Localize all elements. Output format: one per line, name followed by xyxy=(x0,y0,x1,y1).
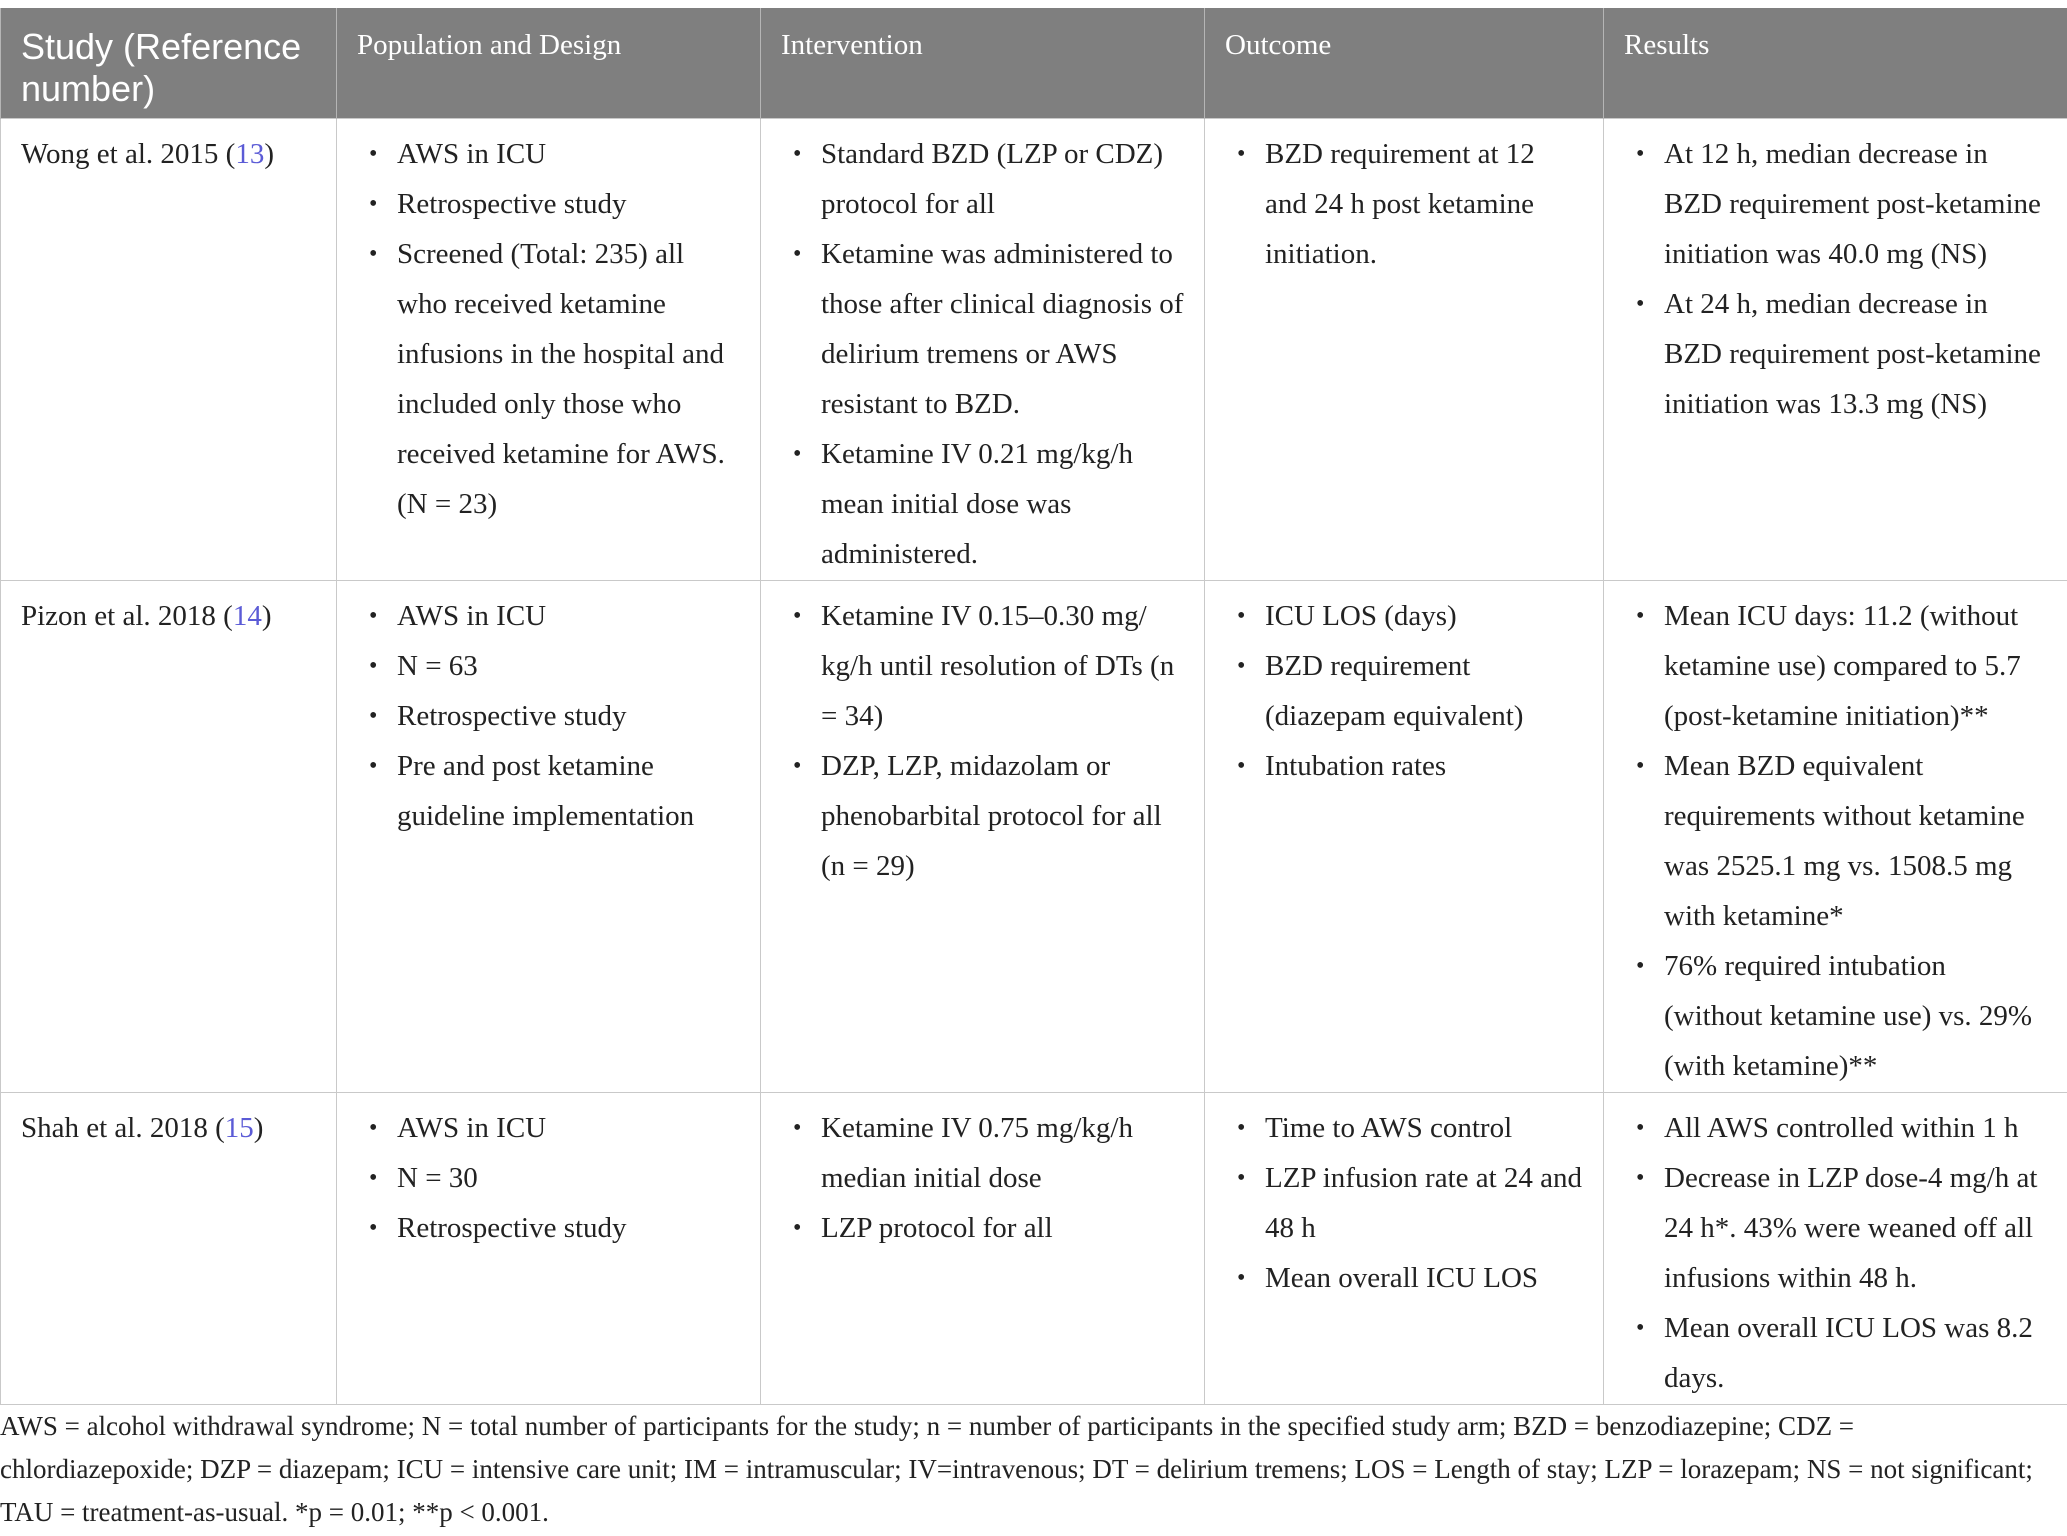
list-item: • N = 63 xyxy=(397,641,740,691)
results-list xyxy=(1624,129,2047,429)
outcome-cell xyxy=(1205,118,1604,580)
list-item: • Screened (Total: 235) all who received ketamine infusions in the hospital and included only those who received ketamine for AWS. (N = 23) xyxy=(397,229,740,529)
list-item: • Ketamine IV 0.75 mg/kg/h median initial dose xyxy=(821,1103,1184,1203)
intervention-cell xyxy=(761,580,1205,1092)
list-item: • All AWS controlled within 1 h xyxy=(1664,1103,2047,1153)
list-item: • AWS in ICU xyxy=(397,591,740,641)
population-cell xyxy=(337,580,761,1092)
reference-link[interactable]: 14 xyxy=(232,599,262,632)
table-row xyxy=(1,1092,2067,1404)
list-item: • Standard BZD (LZP or CDZ) protocol for all xyxy=(821,129,1184,229)
study-name: Pizon et al. 2018 ( xyxy=(21,599,233,632)
list-item: • Retrospective study xyxy=(397,691,740,741)
study-name-close: ) xyxy=(264,137,274,170)
study-table xyxy=(0,8,2067,1405)
reference-link[interactable]: 13 xyxy=(235,137,265,170)
list-item: • Ketamine IV 0.15–0.30 mg/ kg/h until resolution of DTs (n = 34) xyxy=(821,591,1184,741)
list-item: • AWS in ICU xyxy=(397,129,740,179)
header-intervention: Intervention xyxy=(761,8,1205,118)
list-item: • Retrospective study xyxy=(397,179,740,229)
list-item: • Decrease in LZP dose-4 mg/h at 24 h*. 43% were weaned off all infusions within 48 h. xyxy=(1664,1153,2047,1303)
list-item: • At 24 h, median decrease in BZD requirement post-ketamine initiation was 13.3 mg (NS) xyxy=(1664,279,2047,429)
study-name-close: ) xyxy=(261,599,272,632)
results-cell xyxy=(1604,580,2067,1092)
study-cell xyxy=(1,1092,337,1404)
list-item: • Mean overall ICU LOS was 8.2 days. xyxy=(1664,1303,2047,1403)
outcome-list xyxy=(1225,1103,1583,1303)
header-outcome: Outcome xyxy=(1205,8,1604,118)
list-item: • LZP infusion rate at 24 and 48 h xyxy=(1265,1153,1583,1253)
table-row xyxy=(1,580,2067,1092)
outcome-cell xyxy=(1205,580,1604,1092)
intervention-list xyxy=(781,129,1184,579)
study-name: Wong et al. 2015 ( xyxy=(21,137,236,170)
intervention-cell xyxy=(761,1092,1205,1404)
results-cell xyxy=(1604,118,2067,580)
list-item: • 76% required intubation (without ketamine use) vs. 29% (with ketamine)** xyxy=(1664,941,2047,1091)
list-item: • LZP protocol for all xyxy=(821,1203,1184,1253)
reference-link[interactable]: 15 xyxy=(224,1111,254,1144)
list-item: • AWS in ICU xyxy=(397,1103,740,1153)
list-item: • At 12 h, median decrease in BZD requirement post-ketamine initiation was 40.0 mg (NS) xyxy=(1664,129,2047,279)
table-footnote: AWS = alcohol withdrawal syndrome; N = total number of participants for the study; n = number of participants in the specified study arm; BZD = benzodiazepine; CDZ = chlordiazepoxide; DZP = diazepam; ICU = intensive care unit; IM = intramuscular; IV=intravenous; DT = delirium tremens; LOS = Length of stay; LZP = lorazepam; NS = not significant; TAU = treatment-as-usual. *p = 0.01; **p < 0.001. xyxy=(0,1411,2033,1527)
header-results: Results xyxy=(1604,8,2067,118)
list-item: • BZD requirement (diazepam equivalent) xyxy=(1265,641,1583,741)
population-cell xyxy=(337,1092,761,1404)
outcome-list xyxy=(1225,591,1583,791)
study-cell xyxy=(1,580,337,1092)
results-list xyxy=(1624,591,2047,1091)
list-item: • Pre and post ketamine guideline implementation xyxy=(397,741,740,841)
list-item: • Intubation rates xyxy=(1265,741,1583,791)
list-item: • N = 30 xyxy=(397,1153,740,1203)
header-population-design: Population and Design xyxy=(337,8,761,118)
list-item: • Mean overall ICU LOS xyxy=(1265,1253,1583,1303)
list-item: • Mean BZD equivalent requirements without ketamine was 2525.1 mg vs. 1508.5 mg with ketamine* xyxy=(1664,741,2047,941)
list-item: • Time to AWS control xyxy=(1265,1103,1583,1153)
study-table-container xyxy=(0,8,2067,1405)
list-item: • Ketamine was administered to those after clinical diagnosis of delirium tremens or AWS resistant to BZD. xyxy=(821,229,1184,429)
population-list xyxy=(357,129,740,529)
study-name-close: ) xyxy=(253,1111,264,1144)
list-item: • Mean ICU days: 11.2 (without ketamine use) compared to 5.7 (post-ketamine initiation)** xyxy=(1664,591,2047,741)
table-row xyxy=(1,118,2067,580)
population-list xyxy=(357,1103,740,1253)
intervention-cell xyxy=(761,118,1205,580)
list-item: • ICU LOS (days) xyxy=(1265,591,1583,641)
list-item: • BZD requirement at 12 and 24 h post ketamine initiation. xyxy=(1265,129,1583,279)
outcome-cell xyxy=(1205,1092,1604,1404)
results-cell xyxy=(1604,1092,2067,1404)
study-cell xyxy=(1,118,337,580)
header-study: Study (Reference number) xyxy=(1,8,337,118)
list-item: • Retrospective study xyxy=(397,1203,740,1253)
outcome-list xyxy=(1225,129,1583,279)
list-item: • Ketamine IV 0.21 mg/kg/h mean initial dose was administered. xyxy=(821,429,1184,579)
list-item: • DZP, LZP, midazolam or phenobarbital protocol for all (n = 29) xyxy=(821,741,1184,891)
intervention-list xyxy=(781,591,1184,891)
population-list xyxy=(357,591,740,841)
results-list xyxy=(1624,1103,2047,1403)
table-header-row xyxy=(1,8,2067,118)
study-name: Shah et al. 2018 ( xyxy=(21,1111,225,1144)
population-cell xyxy=(337,118,761,580)
intervention-list xyxy=(781,1103,1184,1253)
